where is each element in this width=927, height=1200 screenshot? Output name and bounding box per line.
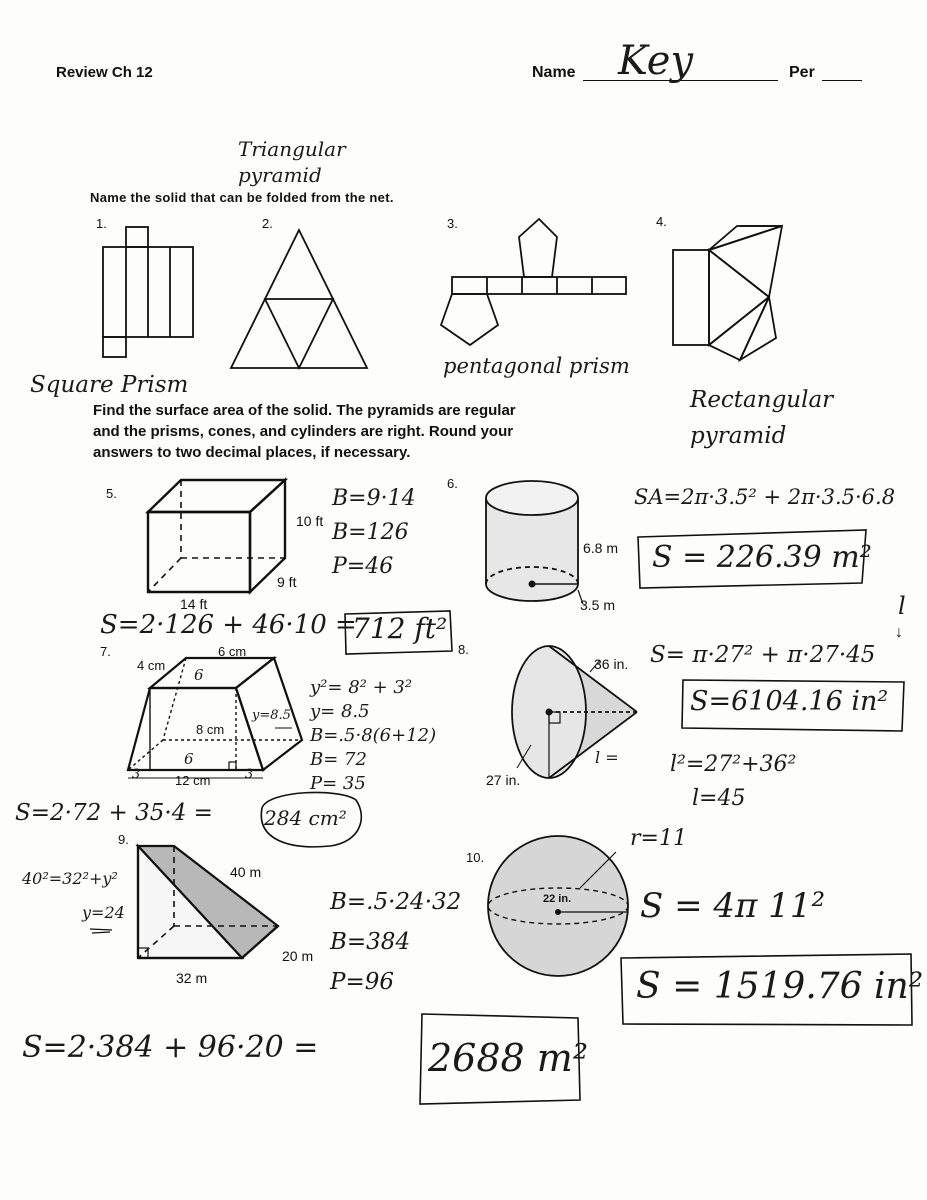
problem-10-number: 10. [466,850,485,865]
section1-instruction: Name the solid that can be folded from the net. [90,190,394,205]
work-line: l²=27²+36² [670,752,797,777]
work-line: 40²=32²+y² [22,869,118,888]
work-line: y= 8.5 [310,701,370,722]
answer-4: Rectangular pyramid [690,387,834,449]
l-note: l [898,592,906,620]
answer-9: 2688 m² [428,1036,589,1080]
work-line: P= 35 [310,773,366,794]
answer-5: 712 ft² [352,612,448,645]
dim-6-top: 6 [194,666,204,684]
name-label: Name [532,64,576,81]
dim-3-left: 3 [132,767,141,782]
figure-rect-prism [148,480,285,592]
problem-8-number: 8. [458,642,469,657]
problem-6-number: 6. [447,476,458,491]
name-value: Key [618,38,694,84]
net-rectangular-pyramid [673,226,782,360]
dim-radius: 27 in. [486,772,521,788]
figure-sphere [488,836,628,976]
dim-diameter: 22 in. [543,893,572,905]
dim-height: 6.8 m [583,540,619,556]
work-line: l=45 [692,786,746,811]
equation-5: S=2·126 + 46·10 = [100,610,357,640]
problem-4-number: 4. [656,214,667,229]
dim-4cm: 4 cm [137,658,166,673]
work-line: P=96 [330,969,395,995]
net-triangular-pyramid [231,230,367,368]
problem-2-number: 2. [262,216,273,231]
instruction-line: Find the surface area of the solid. The pyramids are regular [93,402,516,419]
work-5 [332,482,416,584]
problem-9-number: 9. [118,832,129,847]
page-title: Review Ch 12 [56,64,153,81]
side-work-9 [22,862,125,930]
per-label: Per [789,64,815,81]
dim-6cm: 6 cm [218,644,247,659]
radius-note: r=11 [630,826,687,851]
l-arrow: ↓ [895,624,903,641]
answer-3: pentagonal prism [443,354,630,378]
dim-hypotenuse: 40 m [230,864,262,880]
instruction-line: and the prisms, cones, and cylinders are right. Round your [93,423,514,440]
dim-3-right: 3 [245,767,254,782]
answer-2: Triangular pyramid [238,137,346,187]
dim-12cm: 12 cm [175,773,211,788]
problem-5-number: 5. [106,486,117,501]
work-7 [310,676,436,796]
instruction-line: answers to two decimal places, if necessary. [93,444,411,461]
equation-9: S=2·384 + 96·20 = [22,1030,319,1065]
answer-7: 284 cm² [264,806,347,830]
problem-7-number: 7. [100,644,111,659]
work-line: P=46 [332,554,394,579]
work-line: B=9·14 [332,486,416,511]
work-9 [330,882,461,1002]
work-line: B=.5·24·32 [330,889,462,915]
answer-1: Square Prism [30,372,189,398]
dim-depth: 20 m [282,948,314,964]
work-line: B=126 [332,520,409,545]
work-8 [670,748,796,816]
net-pentagonal-prism [441,219,626,345]
dim-slant: 36 in. [594,656,629,672]
dim-8cm: 8 cm [196,722,225,737]
work-6: SA=2π·3.5² + 2π·3.5·6.8 [634,485,896,509]
work-line: B=.5·8(6+12) [310,725,437,746]
equation-8: S= π·27² + π·27·45 [650,642,876,668]
slant-note: y=8.5 [252,708,291,723]
equation-10: S = 4π 11² [640,886,826,926]
dim-length: 14 ft [180,596,208,612]
work-line: y²= 8² + 3² [310,677,413,698]
problem-3-number: 3. [447,216,458,231]
l-equals: l = [595,748,619,767]
figure-triangular-prism [138,846,278,958]
problem-1-number: 1. [96,216,107,231]
dim-radius: 3.5 m [580,597,616,613]
work-line: B= 72 [310,749,367,770]
dim-6-mid: 6 [184,750,194,768]
dim-width: 9 ft [277,574,297,590]
dim-height: 10 ft [296,513,324,529]
dim-base: 32 m [176,970,208,986]
answer-8: S=6104.16 in² [690,686,889,717]
equation-7: S=2·72 + 35·4 = [15,800,213,826]
work-line: y=24 [82,903,125,922]
net-square-prism [103,227,193,357]
work-line: B=384 [330,929,411,955]
answer-10: S = 1519.76 in² [636,966,924,1007]
answer-6: S = 226.39 m² [652,540,872,575]
